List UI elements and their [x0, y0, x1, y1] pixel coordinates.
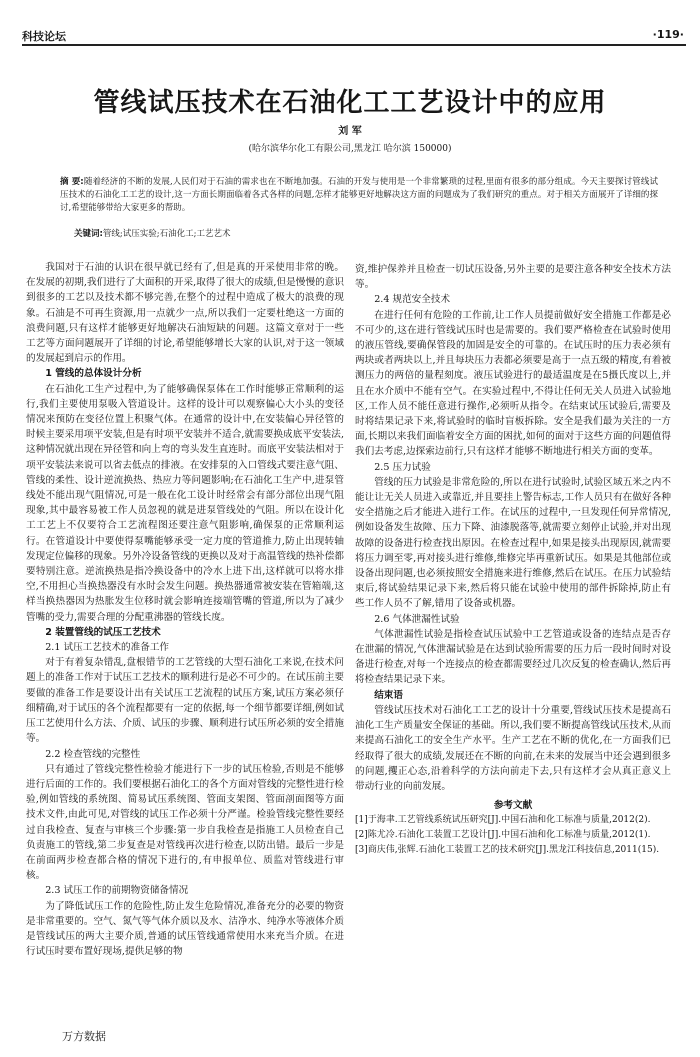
reference-item: [1]于海聿.工艺管线系统试压研究[J].中国石油和化工标准与质量,2012(2).	[355, 815, 651, 826]
subsection-heading: 2.6 气体泄漏性试验	[374, 613, 460, 625]
right-column	[355, 262, 671, 858]
footer-watermark: 万方数据	[62, 1030, 106, 1043]
keywords	[74, 227, 231, 239]
body-paragraph: 气体泄漏性试验是指检查试压试验中工艺管道或设备的连结点是否存在泄漏的情况,气体泄漏试验是在达到试验所需要的压力后一段时间时对设备进行检查,对每一个连接点的检查都需要经过几次反复的检查确认,然后再将检查结果记录下来。	[355, 628, 671, 686]
body-paragraph: 在进行任何有危险的工作前,让工作人员提前做好安全措施工作都是必不可少的,这在进行管线试压时也是需要的。我们要严格检查在试验时使用的液压管线,要确保管段的加固是安全的可靠的。在试压时的压力表必须有两块或者两块以上,并且每块压力表都必须要是高于一点五级的精度,有着被测压力的两倍的量程刻度。液压试验进行的最适温度是在5摄氏度以上,并且在水介质中不能有空气。在实验过程中,不得让任何无关人员进入试验地区,工作人员不能任意进行操作,必须听从指令。在结束试压试验后,需要及时将结果记录下来,将试验时的临时盲板拆除。安全是我们最为关注的一方面,长期以来我们面临着安全方面的困扰,如何的面对于这些方面的问题值得我们去考虑,边探索边前行,只有这样才能够不断地进行相关方面的变革。	[355, 309, 671, 458]
section-heading: 1 管线的总体设计分析	[45, 368, 142, 380]
abstract-label: 摘 要:	[60, 177, 84, 187]
header-rule	[22, 30, 686, 46]
author: 刘 军	[338, 126, 362, 137]
page-number: ·119·	[652, 28, 684, 41]
section-name: 科技论坛	[22, 30, 66, 43]
reference-item: [3]商庆伟,张辉.石油化工装置工艺的技术研究[J].黑龙江科技信息,2011(15).	[355, 845, 660, 856]
subsection-heading: 2.3 试压工作的前期物资储备情况	[45, 885, 189, 897]
left-column	[26, 260, 344, 959]
abstract-text: 随着经济的不断的发展,人民们对于石油的需求也在不断地加强。石油的开发与使用是一个非常繁琐的过程,里面有很多的部分组成。今天主要探讨管线试压技术的石油化工工艺的设计,这一方面长期面临着各式各样的问题,怎样才能够更好地解决这方面的问题成为了我们研究的重点。对于相关方面展开了详细的探讨,希望能够带给大家更多的帮助。	[60, 177, 659, 213]
abstract	[60, 176, 658, 215]
subsection-heading: 2.5 压力试验	[374, 461, 431, 473]
body-paragraph: 管线的压力试验是非常危险的,所以在进行试验时,试验区域五米之内不能让让无关人员进入或靠近,并且要挂上警告标志,工作人员只有在做好各种安全措施之后才能进入进行工作。在试压的过程中,一旦发现任何异常情况,例如设备发生故障、压力下降、油漆脱落等,就需要立刻停止试验,并对出现故障的设备进行检查找出原因。在检查过程中,如果是接头出现原因,就需要将压力调至零,再对接头进行维修,维修完毕再重新试压。如果是其他部位或设备出现问题,也必须按照安全措施来进行维修,然后在试压。在压力试验结束后,将试验结果记录下来,然后将只能在试验中使用的部件拆除掉,防止有些工作人员不了解,错用了设备或机器。	[355, 476, 671, 610]
body-paragraph: 资,维护保养并且检查一切试压设备,另外主要的是要注意各种安全技术方法等。	[355, 264, 671, 291]
section-heading: 结束语	[374, 689, 403, 701]
subsection-heading: 2.1 试压工艺技术的准备工作	[45, 642, 170, 654]
keywords-text: 管线;试压实验;石油化工;工艺艺术	[102, 229, 231, 239]
subsection-heading: 2.4 规范安全技术	[374, 294, 451, 306]
body-paragraph: 对于有着复杂错乱,盘根错节的工艺管线的大型石油化工来说,在技术问题上的准备工作对于试压工艺技术的顺利进行是必不可少的。在试压前主要要做的准备工作是要设计出有关试压工艺流程的试压方案,试压方案必须仔细精确,对于试压的各个流程都要有一定的依据,每一个细节都要详细,例如试压工艺使用什么方法、介质、试压的步骤、顺利进行试压所必须的安全措施等。	[26, 657, 344, 745]
reference-item: [2]陈尤冷.石油化工装置工艺设计[J].中国石油和化工标准与质量,2012(1).	[355, 830, 651, 841]
body-paragraph: 管线试压技术对石油化工工艺的设计十分重要,管线试压技术是提高石油化工生产质量安全保证的基础。所以,我们要不断提高管线试压技术,从而来提高石油化工的安全生产水平。生产工艺在不断的优化,在一方面我们已经取得了很大的成绩,发展还在不断的向前,在未来的发展当中还会遇到很多的问题,攫正心态,沿着科学的方法向前走下去,只有这样才会从真正意义上带动行业的向前发展。	[355, 704, 671, 792]
body-paragraph: 在石油化工生产过程中,为了能够确保泵体在工作时能够正常顺利的运行,我们主要使用泵吸入管道设计。这样的设计可以观察偏心大小头的变径情况来预防在变径位置上积聚气体。在通常的设计中,在安装偏心异径管的时候主要采用项平安装,但是有时项平安装并不适合,就需要换成底平安装法,这种情况就出现在异径管和向上弯的弯头发生直连时。而底平安装法相对于项平安装法来说可以省去低点的排液。在安排泵的入口管线式要注意气阻、管线的柔性、设计逆流换热、热应力等问题影响;在石油化工生产中,进泵管线处不能出现气阻情况,可是一般在化工设计时经常会有部分部位出现气阻现象,其中最容易被工作人员忽视的就是进泵管线处的气阻。所以在设计化工工艺上不仅要符合工艺流程图还要注意气阻影响,确保泵的正常顺利运行。在管道设计中要使得泵嘴能够承受一定力度的管道推力,防止出现转轴发现定位偏移的现象。另外冷设备管线的更换以及对于高温管线的热补偿都要特别注意。逆流换热是指冷换设备中的冷水上进下出,这样就可以将水排空,不用担心当换热器没有水时会发生问题。换热器通常被安装在管箱端,这样当换热器因为热胀发生位移时就会影响连接端管嘴的管道,所以为了减少管嘴的受力,需要合理的分配重沸器的管线长度。	[26, 383, 344, 623]
body-paragraph: 为了降低试压工作的危险性,防止发生危险情况,准备充分的必要的物资是非常重要的。空气、氮气等气体介质以及水、洁净水、纯净水等液体介质是管线试压的两大主要介质,普通的试压管线通常使用水来充当介质。在进行试压时要布置好现场,提供足够的物	[26, 900, 344, 958]
body-paragraph: 我国对于石油的认识在很早就已经有了,但是真的开采使用非常的晚。在发展的初期,我们进行了大面积的开采,取得了很大的成绩,但是慢慢的意识到很多的工艺以及技术都不够完善,在整个的过程中造成了极大的浪费的现象。石油是不可再生资源,用一点就少一点,所以我们一定要杜绝这一方面的浪费问题,只有这样才能够更好地解决石油短缺的问题。这篇文章对于一些工艺等方面问题展开了详细的讨论,希望能够增长大家的认识,对于这一领域的发展起到启示的作用。	[26, 262, 344, 365]
paper-title: 管线试压技术在石油化工工艺设计中的应用	[93, 88, 607, 118]
section-heading: 2 装置管线的试压工艺技术	[45, 626, 161, 638]
affiliation: (哈尔滨华尔化工有限公司,黑龙江 哈尔滨 150000)	[248, 144, 452, 154]
subsection-heading: 2.2 检查管线的完整性	[45, 748, 141, 760]
references-title: 参考文献	[493, 800, 533, 812]
body-paragraph: 只有通过了管线完整性检验才能进行下一步的试压检验,否则是不能够进行后面的工作的。我们要根据石油化工的各个方面对管线的完整性进行检验,例如管线的系统图、简易试压系统图、管面支架图、管面剖面图等方面技术文件,由此可见,对管线的试压工作必须十分严谨。检验管线完整性要经过自我检查、复查与审核三个步骤:第一步自我检查是指施工人员检查自己负责施工的管线,第二步复查是对管线再次进行检查,以防出错。最后一步是在前面两步检查都合格的情况下进行的,有申报单位、质监对管线进行审核。	[26, 763, 344, 882]
keywords-label: 关键词:	[74, 229, 103, 239]
